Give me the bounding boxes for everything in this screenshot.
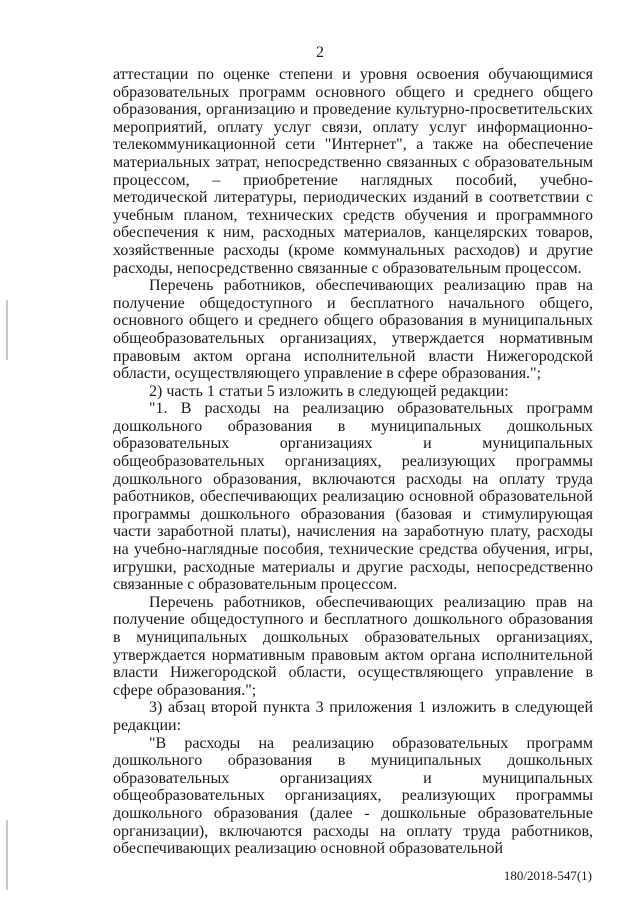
document-code: 180/2018-547(1) <box>503 868 592 883</box>
paragraph-staff-list-general: Перечень работников, обеспечивающих реализацию прав на получение общедоступного и бесплатного начального общего, основного общего и среднего общего образования в муниципальных общеобразовательных организациях, утверждается нормативным правовым актом органа исполнительной власти Нижегородской области, осуществляющего управление в сфере образования."; <box>113 277 593 383</box>
paragraph-continuation: аттестации по оценке степени и уровня освоения обучающимися образовательных программ основного общего и среднего общего образования, организацию и проведение культурно-просветительских мероприятий, оплату услуг связи, оплату услуг информационно-телекоммуникационной сети "Интернет", а также на обеспечение материальных затрат, непосредственно связанных с образовательным процессом, – приобретение наглядных пособий, учебно-методической литературы, периодических изданий в соответствии с учебным планом, технических средств обучения и программного обеспечения к ним, расходных материалов, канцелярских товаров, хозяйственные расходы (кроме коммунальных расходов) и другие расходы, непосредственно связанные с образовательным процессом. <box>113 66 593 277</box>
scan-edge-mark-bottom <box>6 820 8 890</box>
paragraph-article-5-text: "1. В расходы на реализацию образовательных программ дошкольного образования в муниципальных дошкольных образовательных организациях и муниципальных общеобразовательных организациях, реализующих программы дошкольного образования, включаются расходы на оплату труда работников, обеспечивающих реализацию основной образовательной программы дошкольного образования (базовая и стимулирующая части заработной платы), начисления на заработную плату, расходы на учебно-наглядные пособия, технические средства обучения, игры, игрушки, расходные материалы и другие расходы, непосредственно связанные с образовательным процессом. <box>113 400 593 594</box>
paragraph-amendment-2: 2) часть 1 статьи 5 изложить в следующей редакции: <box>149 382 509 400</box>
document-body <box>113 66 593 858</box>
page-number: 2 <box>316 44 324 61</box>
scan-edge-mark-top <box>6 300 8 360</box>
paragraph-amendment-3: 3) абзац второй пункта 3 приложения 1 изложить в следующей редакции: <box>113 699 593 734</box>
paragraph-staff-list-preschool: Перечень работников, обеспечивающих реализацию прав на получение общедоступного и бесплатного дошкольного образования в муниципальных дошкольных образовательных организациях, утверждается нормативным правовым актом органа исполнительной власти Нижегородской области, осуществляющего управление в сфере образования."; <box>113 593 593 699</box>
paragraph-appendix-text: "В расходы на реализацию образовательных программ дошкольного образования в муниципальных дошкольных образовательных организациях и муниципальных общеобразовательных организациях, реализующих программы дошкольного образования (далее - дошкольные образовательные организации), включаются расходы на оплату труда работников, обеспечивающих реализацию основной образовательной <box>113 734 593 858</box>
